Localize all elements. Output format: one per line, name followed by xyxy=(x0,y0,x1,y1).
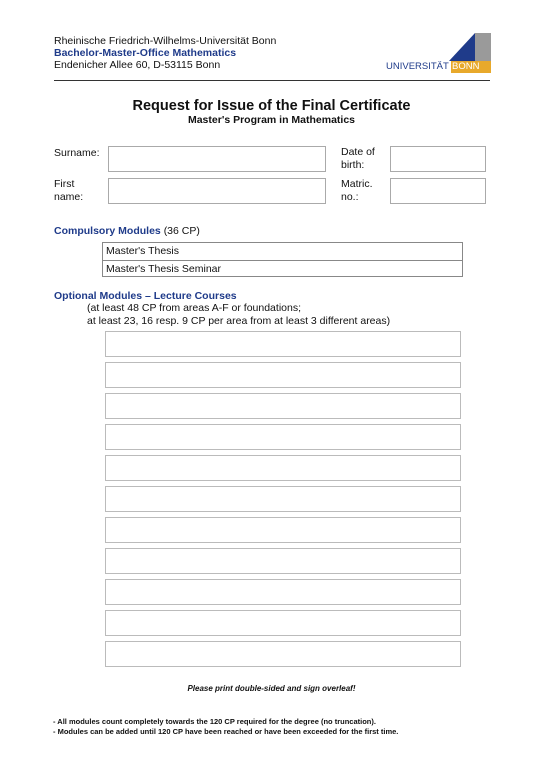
print-instruction: Please print double-sided and sign overleaf! xyxy=(187,684,356,693)
optional-heading-label: Optional Modules – Lecture Courses xyxy=(54,290,237,302)
surname-field[interactable] xyxy=(108,146,326,172)
lecture-course-field[interactable] xyxy=(105,362,461,388)
matriculation-number-field[interactable] xyxy=(390,178,486,204)
optional-note-line1: (at least 48 CP from areas A-F or foundations; xyxy=(87,302,301,314)
dob-label-line1: Date of xyxy=(341,146,375,158)
compulsory-item-seminar: Master's Thesis Seminar xyxy=(103,260,462,277)
matric-label-line1: Matric. xyxy=(341,178,373,190)
university-name: Rheinische Friedrich-Wilhelms-Universität Bonn xyxy=(54,35,277,47)
compulsory-heading xyxy=(54,225,200,238)
compulsory-item-thesis: Master's Thesis xyxy=(106,245,179,257)
lecture-course-field[interactable] xyxy=(105,393,461,419)
first-name-label-line1: First xyxy=(54,178,75,190)
surname-label: Surname: xyxy=(54,147,100,159)
lecture-course-field[interactable] xyxy=(105,455,461,481)
header-rule xyxy=(54,80,490,81)
lecture-course-field[interactable] xyxy=(105,548,461,574)
lecture-course-field[interactable] xyxy=(105,610,461,636)
form-title: Request for Issue of the Final Certificate xyxy=(132,98,411,114)
compulsory-table xyxy=(102,242,463,277)
office-address: Endenicher Allee 60, D-53115 Bonn xyxy=(54,59,221,71)
lecture-course-field[interactable] xyxy=(105,486,461,512)
logo-word-university: UNIVERSITÄT xyxy=(386,61,449,72)
optional-note-line2: at least 23, 16 resp. 9 CP per area from at least 3 different areas) xyxy=(87,315,391,327)
dob-label-line2: birth: xyxy=(341,159,365,171)
compulsory-credit: (36 CP) xyxy=(163,225,200,237)
lecture-course-field[interactable] xyxy=(105,424,461,450)
office-name: Bachelor-Master-Office Mathematics xyxy=(54,47,237,59)
form-subtitle: Master's Program in Mathematics xyxy=(187,114,356,126)
compulsory-heading-label: Compulsory Modules xyxy=(54,225,161,237)
matric-label-line2: no.: xyxy=(341,191,359,203)
lecture-course-field[interactable] xyxy=(105,579,461,605)
lecture-course-field[interactable] xyxy=(105,517,461,543)
date-of-birth-field[interactable] xyxy=(390,146,486,172)
lecture-course-field[interactable] xyxy=(105,331,461,357)
first-name-label-line2: name: xyxy=(54,191,84,203)
lecture-course-field[interactable] xyxy=(105,641,461,667)
logo-word-bonn: BONN xyxy=(451,61,491,73)
footnote-1: - All modules count completely towards the 120 CP required for the degree (no truncation). xyxy=(53,717,376,726)
first-name-field[interactable] xyxy=(108,178,326,204)
footnote-2: - Modules can be added until 120 CP have been reached or have been exceeded for the first time. xyxy=(53,727,399,736)
university-logo-icon xyxy=(449,33,491,61)
